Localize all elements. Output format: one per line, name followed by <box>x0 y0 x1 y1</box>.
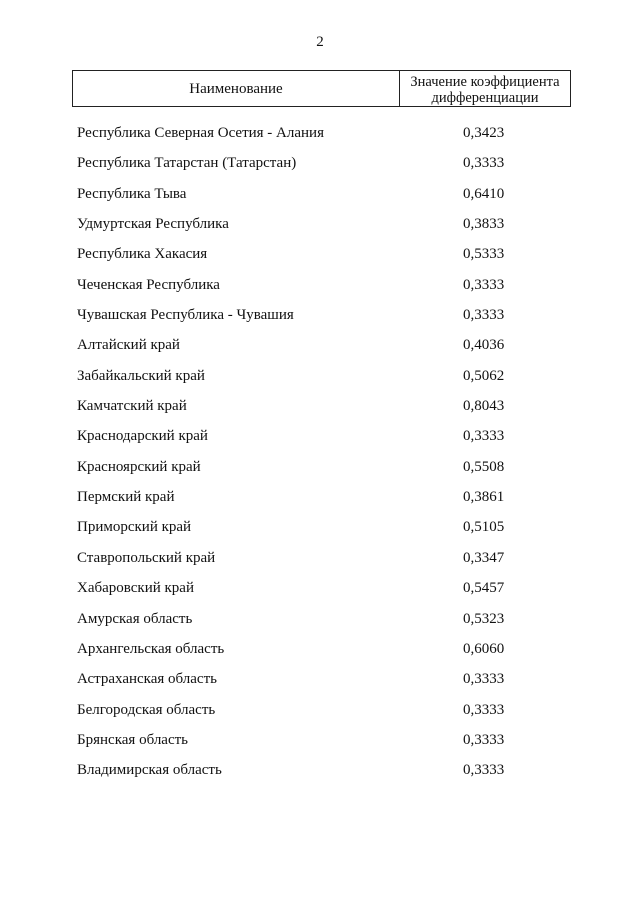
table-row <box>0 482 640 512</box>
region-name: Республика Тыва <box>77 185 187 202</box>
table-row <box>0 634 640 664</box>
table-row <box>0 148 640 178</box>
table-row <box>0 209 640 239</box>
table-row <box>0 300 640 330</box>
coefficient-value: 0,8043 <box>463 398 505 415</box>
region-name: Удмуртская Республика <box>77 216 229 233</box>
table-row <box>0 573 640 603</box>
table-row <box>0 330 640 360</box>
header-value-label-line-2: дифференциации <box>431 90 539 106</box>
region-name: Пермский край <box>77 489 175 506</box>
region-name: Республика Хакасия <box>77 246 208 263</box>
region-name: Краснодарский край <box>77 428 208 445</box>
region-name: Камчатский край <box>77 398 187 415</box>
table-row <box>0 118 640 148</box>
table-row <box>0 270 640 300</box>
coefficient-value: 0,3423 <box>463 125 505 141</box>
table-row <box>0 179 640 209</box>
region-name: Амурская область <box>77 610 193 627</box>
coefficient-value: 0,3333 <box>463 428 505 445</box>
table-row <box>0 452 640 482</box>
coefficient-value: 0,5062 <box>463 367 505 384</box>
coefficient-value: 0,3333 <box>463 671 505 688</box>
region-name: Алтайский край <box>77 337 180 354</box>
table-header <box>72 70 571 107</box>
table-row <box>0 391 640 421</box>
table-row <box>0 421 640 451</box>
region-name: Астраханская область <box>77 671 217 688</box>
table-row <box>0 361 640 391</box>
region-name: Республика Северная Осетия - Алания <box>77 125 324 141</box>
coefficient-value: 0,5105 <box>463 519 505 536</box>
region-name: Красноярский край <box>77 458 201 475</box>
region-name: Чувашская Республика - Чувашия <box>77 307 294 324</box>
region-name: Ставропольский край <box>77 549 216 566</box>
page-number: 2 <box>316 34 324 50</box>
coefficient-value: 0,3333 <box>463 276 505 293</box>
coefficient-value: 0,6410 <box>463 185 505 202</box>
coefficient-value: 0,3333 <box>463 762 505 779</box>
coefficient-value: 0,4036 <box>463 337 505 354</box>
region-name: Забайкальский край <box>77 367 205 384</box>
coefficient-value: 0,5323 <box>463 610 505 627</box>
table-body <box>0 118 640 786</box>
region-name: Республика Татарстан (Татарстан) <box>77 155 297 172</box>
coefficient-value: 0,3333 <box>463 307 505 324</box>
coefficient-value: 0,3861 <box>463 489 505 506</box>
table-row <box>0 604 640 634</box>
region-name: Чеченская Республика <box>77 276 220 293</box>
region-name: Хабаровский край <box>77 580 194 597</box>
coefficient-value: 0,3333 <box>463 731 505 748</box>
table-row <box>0 755 640 785</box>
coefficient-value: 0,3347 <box>463 549 505 566</box>
header-value-cell <box>400 71 570 106</box>
table-row <box>0 543 640 573</box>
coefficient-value: 0,5457 <box>463 580 505 597</box>
region-name: Белгородская область <box>77 701 216 718</box>
coefficient-value: 0,5333 <box>463 246 505 263</box>
table-row <box>0 695 640 725</box>
coefficient-value: 0,5508 <box>463 458 505 475</box>
table-row <box>0 664 640 694</box>
region-name: Архангельская область <box>77 640 225 657</box>
region-name: Приморский край <box>77 519 192 536</box>
coefficient-value: 0,3833 <box>463 216 505 233</box>
table-row <box>0 725 640 755</box>
header-name-label: Наименование <box>189 81 283 97</box>
coefficient-value: 0,3333 <box>463 701 505 718</box>
region-name: Владимирская область <box>77 762 222 779</box>
table-row <box>0 512 640 542</box>
coefficient-value: 0,3333 <box>463 155 505 172</box>
coefficient-value: 0,6060 <box>463 640 505 657</box>
table-row <box>0 239 640 269</box>
region-name: Брянская область <box>77 731 189 748</box>
header-name-cell <box>73 71 400 106</box>
header-value-label-line-1: Значение коэффициента <box>410 74 560 90</box>
